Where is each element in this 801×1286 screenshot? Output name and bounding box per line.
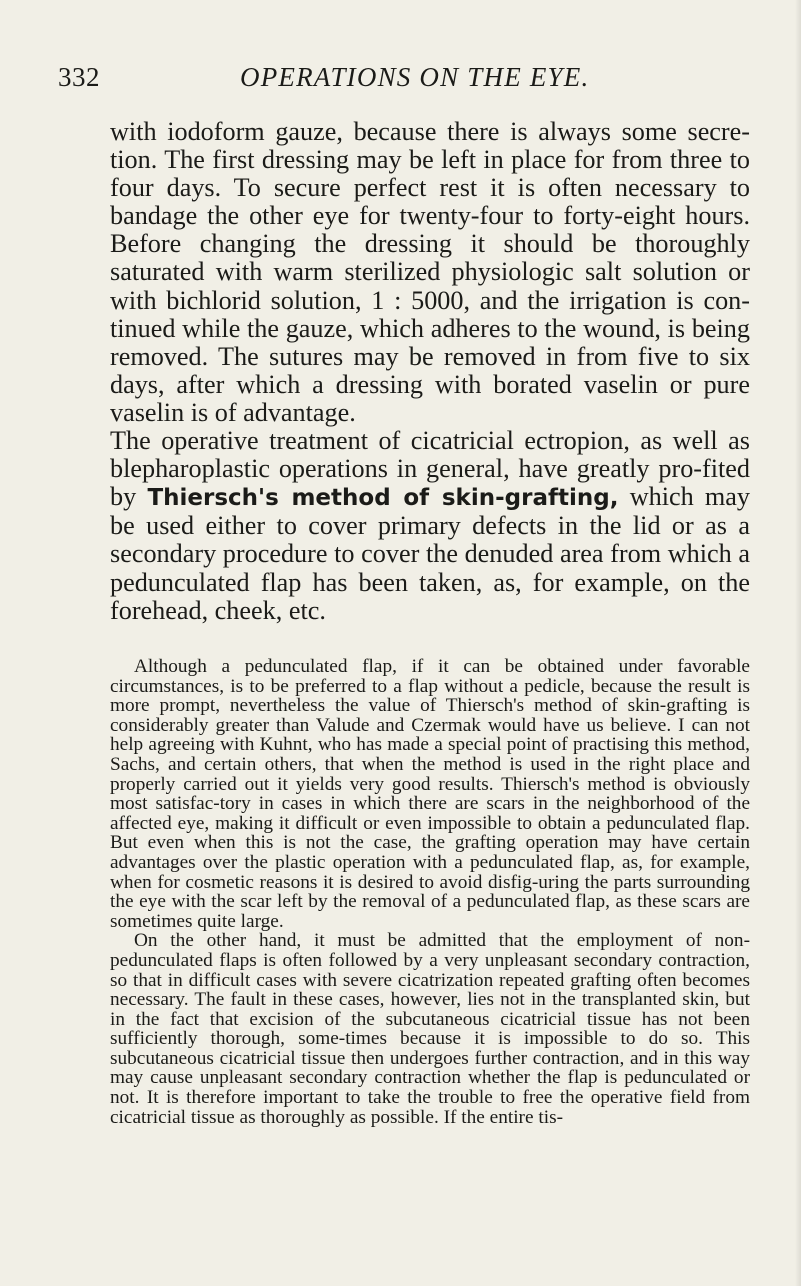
page-number: 332 (58, 62, 100, 92)
small-print-text (110, 657, 750, 1127)
paragraph-dressing: with iodoform gauze, because there is always some secre-tion. The first dressing may be left in place for from three to four days. To secure perfect rest it is often necessary to bandage the other eye for twenty-four to forty-eight hours. Before changing the dressing it should be thoroughly saturated with warm sterilized physiologic salt solution or with bichlorid solution, 1 : 5000, and the irrigation is con-tinued while the gauze, which adheres to the wound, is being removed. The sutures may be removed in from five to six days, after which a dressing with borated vaselin or pure vaselin is of advantage. (110, 117, 750, 427)
para2-text-before: The operative treatment of cicatricial ectropion, as well as blepharoplastic operations in general, have greatly pro-fited by (110, 426, 750, 512)
paragraph-thiersch-intro (110, 427, 750, 625)
page-edge-shadow (795, 0, 801, 1286)
running-head (0, 62, 801, 102)
thiersch-method-term: Thiersch's method of skin-grafting, (147, 485, 619, 512)
paragraph-pedunculated-flap: Although a pedunculated flap, if it can be obtained under favorable circumstances, is to be preferred to a flap without a pedicle, because the result is more prompt, nevertheless the value of Thiersch's method of skin-grafting is considerably greater than Valude and Czermak would have us believe. I can not help agreeing with Kuhnt, who has made a special point of practising this method, Sachs, and certain others, that when the method is used in the right place and properly carried out it yields very good results. Thiersch's method is obviously most satisfac-tory in cases in which there are scars in the neighborhood of the affected eye, making it difficult or even impossible to obtain a pedunculated flap. But even when this is not the case, the grafting operation may have certain advantages over the plastic operation with a pedunculated flap, as, for example, when for cosmetic reasons it is desired to avoid disfig-uring the parts surrounding the eye with the scar left by the removal of a pedunculated flap, as these scars are sometimes quite large. (110, 656, 750, 932)
para2-text-after: which may be used either to cover primary defects in the lid or as a secondary procedure to cover the denuded area from which a pedunculated flap has been taken, as, for example, on the forehead, cheek, etc. (110, 482, 751, 625)
main-text (110, 118, 750, 625)
running-title: OPERATIONS ON THE EYE. (240, 62, 590, 92)
paragraph-non-pedunculated: On the other hand, it must be admitted that the employment of non-pedunculated flaps is often followed by a very unpleasant secondary contraction, so that in difficult cases with severe cicatrization repeated grafting often becomes necessary. The fault in these cases, however, lies not in the transplanted skin, but in the fact that excision of the subcutaneous cicatricial tissue has not been sufficiently thorough, some-times because it is impossible to do so. This subcutaneous cicatricial tissue then undergoes further contraction, and in this way may cause unpleasant secondary contraction whether the flap is pedunculated or not. It is therefore important to take the trouble to free the operative field from cicatricial tissue as thoroughly as possible. If the entire tis- (110, 930, 750, 1128)
